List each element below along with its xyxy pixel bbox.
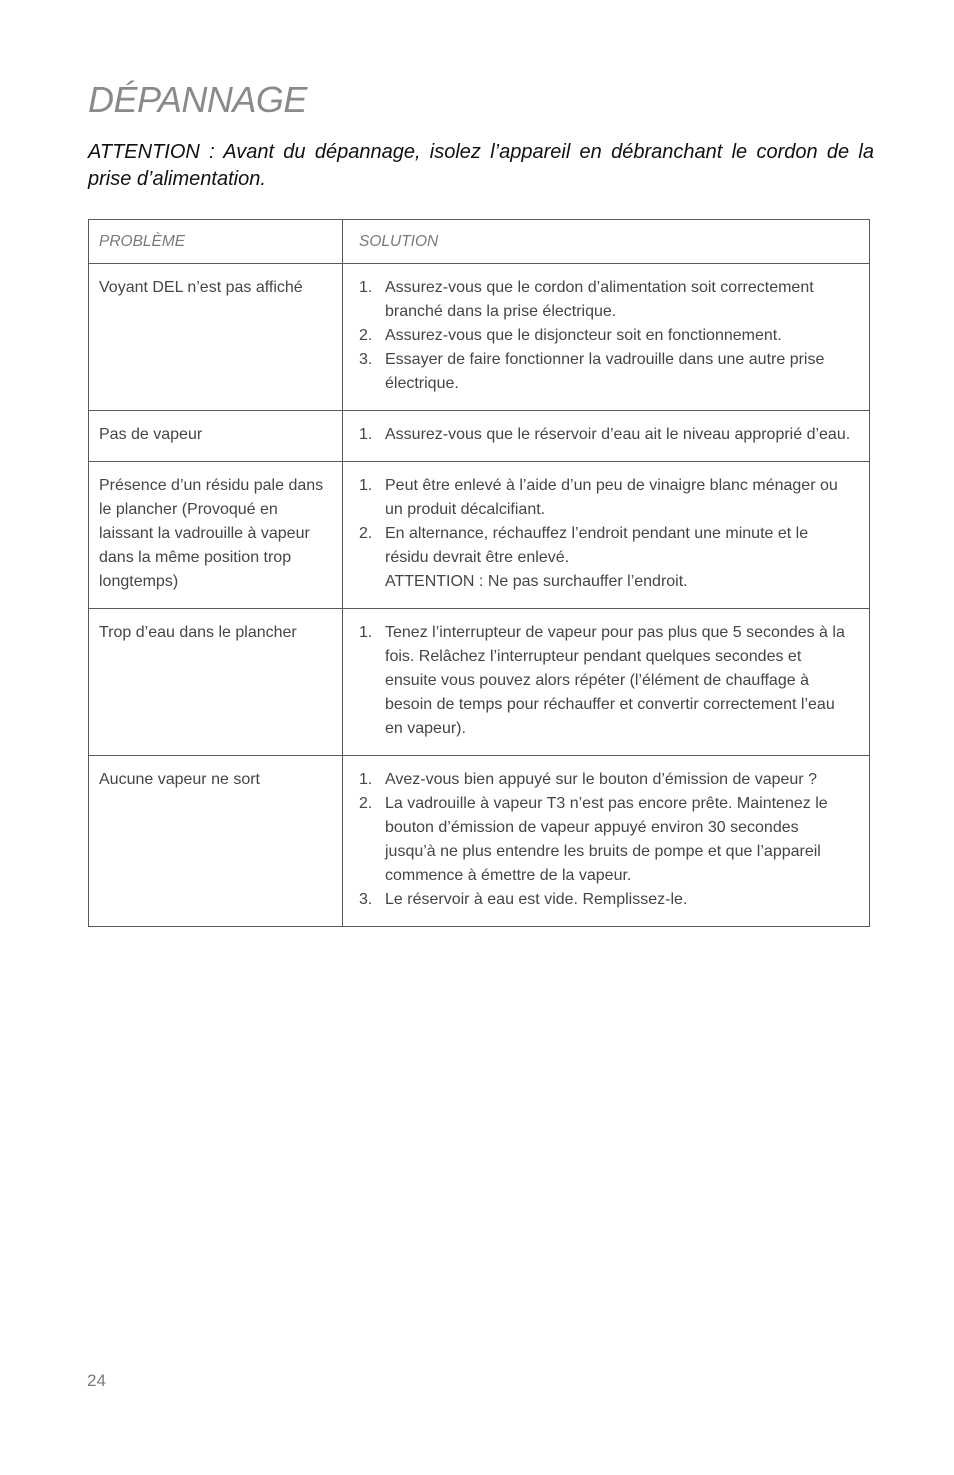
step-text: Assurez-vous que le réservoir d’eau ait le niveau approprié d’eau.	[385, 426, 851, 443]
table-row	[89, 609, 870, 756]
step-number: 2.	[359, 327, 373, 344]
problem-cell: Présence d’un résidu pale dans le plancher (Provoqué en laissant la vadrouille à vapeur dans la même position trop longtemps)	[89, 462, 343, 609]
step-number: 2.	[359, 525, 373, 542]
step-number: 2.	[359, 795, 373, 812]
step-text: La vadrouille à vapeur T3 n’est pas encore prête. Maintenez le bouton d’émission de vapeur appuyé environ 30 secondes jusqu’à ne plus entendre les bruits de pompe et que l’appareil commence à émettre de la vapeur.	[385, 795, 828, 884]
step-text: Essayer de faire fonctionner la vadrouille dans une autre prise électrique.	[385, 351, 825, 392]
solution-steps	[359, 474, 853, 594]
table-row	[89, 756, 870, 927]
step-text: Assurez-vous que le disjoncteur soit en fonctionnement.	[385, 327, 782, 344]
solution-steps	[359, 768, 853, 912]
solution-step	[359, 621, 853, 741]
step-number: 1.	[359, 477, 373, 494]
step-text: En alternance, réchauffez l’endroit pendant une minute et le résidu devrait être enlevé.	[385, 525, 809, 566]
step-number: 3.	[359, 891, 373, 908]
troubleshooting-table	[88, 219, 870, 927]
solution-step	[359, 888, 853, 912]
solution-steps	[359, 621, 853, 741]
step-text: Assurez-vous que le cordon d’alimentation soit correctement branché dans la prise électrique.	[385, 279, 814, 320]
step-number: 1.	[359, 279, 373, 296]
solution-step	[359, 423, 853, 447]
step-text: Avez-vous bien appuyé sur le bouton d’émission de vapeur ?	[385, 771, 817, 788]
solution-cell	[343, 462, 870, 609]
problem-column-header: PROBLÈME	[89, 220, 343, 264]
problem-cell: Pas de vapeur	[89, 411, 343, 462]
solution-step	[359, 324, 853, 348]
problem-cell: Aucune vapeur ne sort	[89, 756, 343, 927]
table-row	[89, 264, 870, 411]
step-number: 3.	[359, 351, 373, 368]
step-number: 1.	[359, 426, 373, 443]
table-row	[89, 411, 870, 462]
solution-cell	[343, 609, 870, 756]
solution-step	[359, 522, 853, 594]
step-text: Le réservoir à eau est vide. Remplissez-le.	[385, 891, 688, 908]
step-text: Peut être enlevé à l’aide d’un peu de vinaigre blanc ménager ou un produit décalcifiant.	[385, 477, 838, 518]
problem-cell: Voyant DEL n’est pas affiché	[89, 264, 343, 411]
solution-cell	[343, 411, 870, 462]
solution-steps	[359, 276, 853, 396]
step-warning-note: ATTENTION : Ne pas surchauffer l’endroit.	[385, 573, 688, 590]
problem-cell: Trop d’eau dans le plancher	[89, 609, 343, 756]
solution-step	[359, 348, 853, 396]
warning-text: ATTENTION : Avant du dépannage, isolez l’appareil en débranchant le cordon de la prise d’alimentation.	[88, 141, 874, 190]
solution-step	[359, 474, 853, 522]
solution-column-header: SOLUTION	[343, 220, 870, 264]
page-number: 24	[87, 1371, 106, 1390]
table-header-row	[89, 220, 870, 264]
solution-cell	[343, 264, 870, 411]
page-title: DÉPANNAGE	[88, 79, 307, 120]
step-text: Tenez l’interrupteur de vapeur pour pas plus que 5 secondes à la fois. Relâchez l’interrupteur pendant quelques secondes et ensuite vous pouvez alors répéter (l’élément de chauffage à besoin de temps pour réchauffer et convertir correctement l’eau en vapeur).	[385, 624, 845, 737]
solution-cell	[343, 756, 870, 927]
table-row	[89, 462, 870, 609]
step-number: 1.	[359, 771, 373, 788]
solution-steps	[359, 423, 853, 447]
solution-step	[359, 768, 853, 792]
solution-step	[359, 792, 853, 888]
solution-step	[359, 276, 853, 324]
step-number: 1.	[359, 624, 373, 641]
